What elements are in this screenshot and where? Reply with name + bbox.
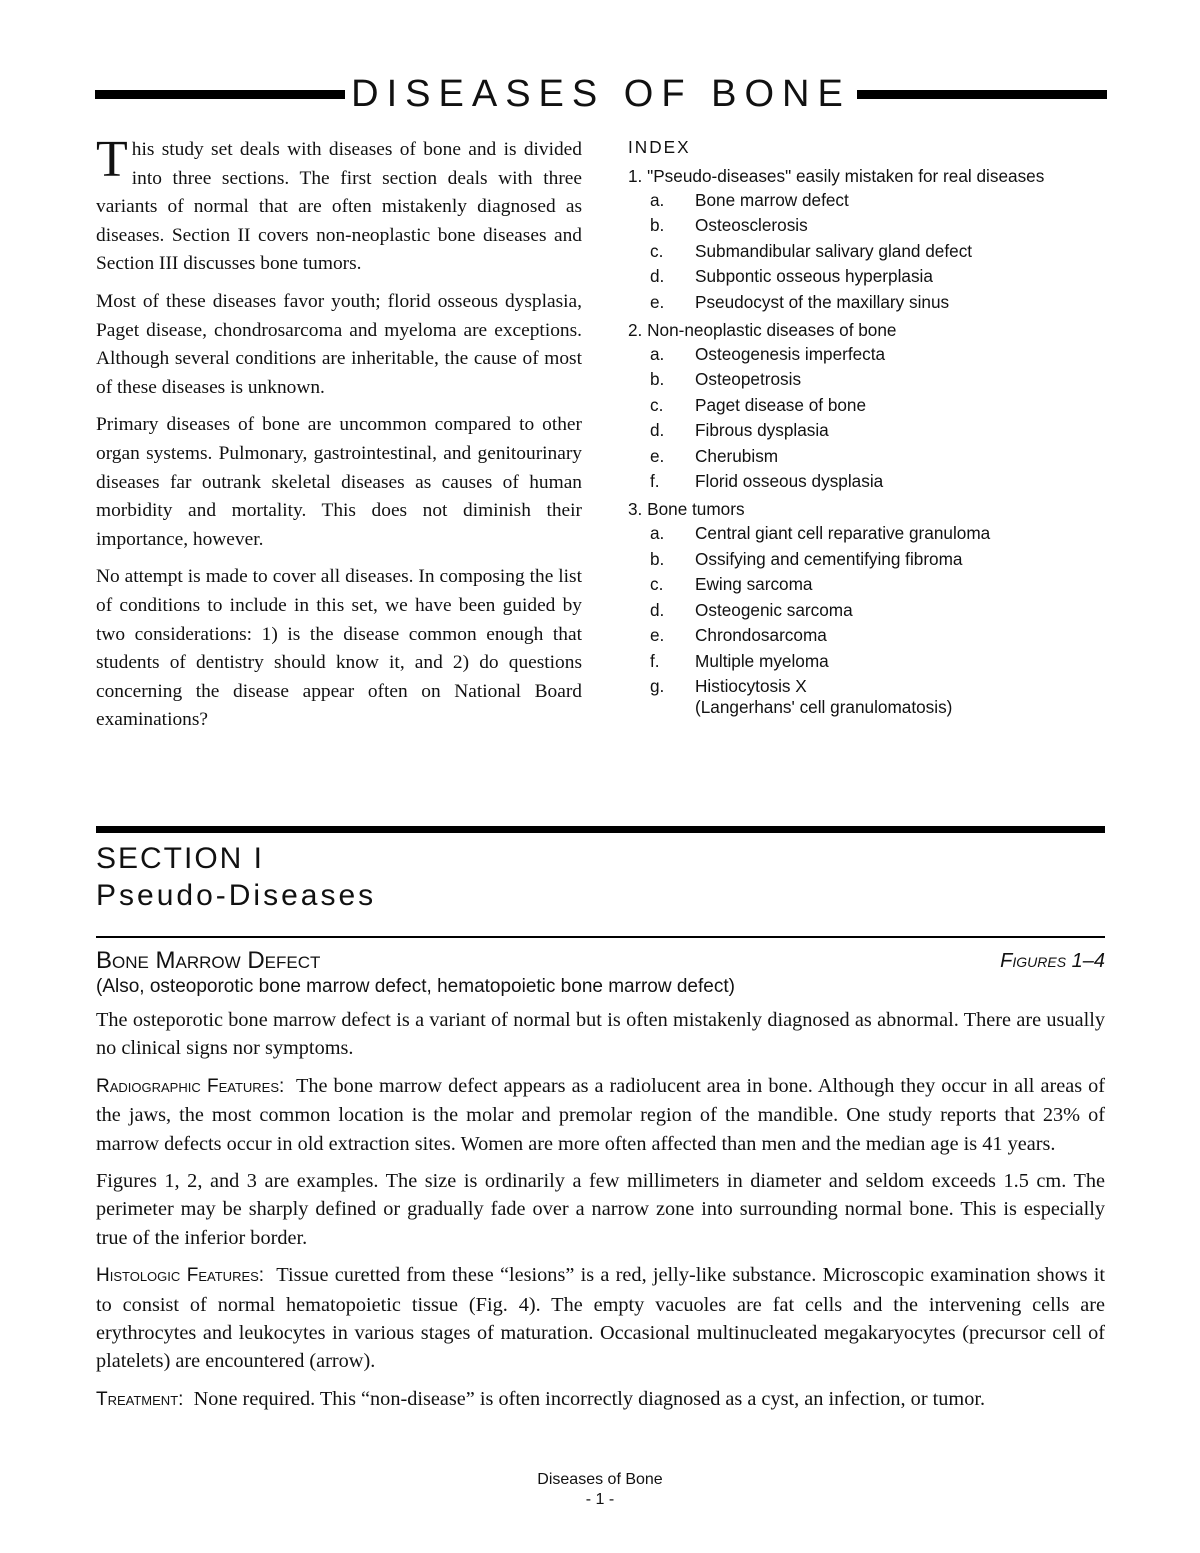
topic-body (96, 1006, 1105, 1423)
footer-title: Diseases of Bone (537, 1471, 663, 1488)
page-number: - 1 - (585, 1491, 615, 1508)
treatment-label: Treatment: (96, 1388, 184, 1410)
title-rule-right (857, 90, 1107, 99)
index-item-text: Osteogenesis imperfecta (695, 344, 886, 365)
index-item-letter: d. (650, 420, 665, 441)
treatment-text: None required. This “non-disease” is often incorrectly diagnosed as a cyst, an infection, or tumor. (193, 1387, 986, 1410)
index-item-text: Ossifying and cementifying fibroma (695, 548, 963, 569)
index-item-letter: c. (650, 574, 664, 595)
index-item-text: Cherubism (695, 445, 779, 466)
index-item-letter: c. (650, 240, 664, 261)
index-item (628, 188, 1118, 213)
page-footer (0, 1470, 1200, 1510)
index-item-text: Bone marrow defect (695, 190, 849, 210)
index-item-letter: b. (650, 215, 665, 236)
index-item (628, 572, 1118, 597)
index-item-letter: b. (650, 369, 665, 390)
intro-paragraph-3: Primary diseases of bone are uncommon compared to other organ systems. Pulmonary, gastrointestinal, and genitourinary diseases far outrank skeletal diseases as causes of human morbidity and mortality. This does not diminish their importance, however. (96, 414, 582, 550)
index-item-text: Ewing sarcoma (695, 574, 813, 595)
drop-cap: T (96, 131, 128, 188)
index-heading: INDEX (628, 137, 691, 157)
index-group (628, 318, 1118, 494)
index-item (628, 367, 1118, 392)
index-item-letter: a. (650, 523, 665, 544)
index-item (628, 547, 1118, 572)
index-item-letter: a. (650, 190, 665, 210)
histologic-text: Tissue curetted from these “lesions” is a red, jelly-like substance. Microscopic examination shows it to consist of normal hematopoietic tissue (Fig. 4). The empty vacuoles are fat cells and the intervening cells are erythrocytes and leukocytes in various stages of maturation. Occasional multinucleated megakaryocytes (precursor cell of platelets) are encountered (arrow). (96, 1264, 1105, 1373)
index-item (628, 239, 1118, 264)
index-item-text: Submandibular salivary gland defect (695, 240, 973, 261)
index-group (628, 497, 1118, 717)
intro-paragraph-4: No attempt is made to cover all diseases. In composing the list of conditions to include in this set, we have been guided by two considerations: 1) is the disease common enough that students of dentistry should know it, and 2) do questions concerning the disease appear often on National Board examinations? (96, 566, 582, 731)
index-item (628, 393, 1118, 418)
topic-divider (96, 936, 1105, 938)
index-item-text: Subpontic osseous hyperplasia (695, 266, 933, 287)
index-item (628, 649, 1118, 674)
index-item (628, 598, 1118, 623)
index-item (628, 469, 1118, 494)
index-item-text: Osteosclerosis (695, 215, 808, 236)
index-item-letter: b. (650, 548, 665, 569)
index-item-text: Fibrous dysplasia (695, 420, 829, 441)
radiographic-text: The bone marrow defect appears as a radiolucent area in bone. Although they occur in all areas of the jaws, the most common location is the molar and premolar region of the mandible. One study reports that 23% of marrow defects occur in old extraction sites. Women are more often affected than men and the median age is 41 years. (96, 1074, 1106, 1155)
section-number: SECTION I (96, 842, 265, 875)
index-item-subtext: (Langerhans' cell granulomatosis) (695, 697, 953, 718)
index-item (628, 623, 1118, 648)
index-item-letter: e. (650, 291, 665, 312)
intro-paragraph-2: Most of these diseases favor youth; florid osseous dysplasia, Paget disease, chondrosarcoma and myeloma are exceptions. Although several conditions are inheritable, the cause of most of these diseases is unknown. (96, 290, 582, 398)
index-item-letter: a. (650, 344, 665, 365)
topic-figures-ref: Figures 1–4 (1000, 950, 1105, 972)
index-item (628, 290, 1118, 315)
index-item-letter: f. (650, 471, 660, 492)
index-item (628, 264, 1118, 289)
document-title: DISEASES OF BONE (345, 74, 857, 114)
index-item-text: Florid osseous dysplasia (695, 471, 884, 492)
topic-heading (96, 946, 1105, 976)
index-item (628, 674, 1118, 717)
index-item-letter: c. (650, 394, 664, 415)
index-item-letter: f. (650, 650, 660, 671)
index-item-text: Histiocytosis X (695, 675, 807, 696)
index-item-text: Paget disease of bone (695, 394, 867, 415)
intro-column (96, 131, 582, 744)
index-item (628, 213, 1118, 238)
treatment-paragraph (96, 1385, 1105, 1414)
index-item-letter: e. (650, 445, 665, 466)
index-item-text: Pseudocyst of the maxillary sinus (695, 291, 950, 312)
intro-paragraph-1 (96, 131, 582, 279)
index-item-text: Multiple myeloma (695, 650, 829, 671)
index-item-text-wrap (695, 674, 952, 717)
index-item-letter: g. (650, 675, 665, 696)
index-group-title: 2. Non-neoplastic diseases of bone (628, 320, 897, 341)
index-group (628, 164, 1118, 315)
title-bar (95, 73, 1107, 115)
section-heading (96, 840, 376, 914)
index-item-letter: d. (650, 266, 665, 287)
figures-paragraph: Figures 1, 2, and 3 are examples. The size is ordinarily a few millimeters in diameter and seldom exceeds 1.5 cm. The perimeter may be sharply defined or gradually fade over a narrow zone into surrounding normal bone. This is especially true of the inferior border. (96, 1170, 1105, 1249)
index-group-title: 3. Bone tumors (628, 499, 745, 520)
topic-intro: The osteporotic bone marrow defect is a variant of normal but is often mistakenly diagnosed as abnormal. There are usually no clinical signs nor symptoms. (96, 1009, 1105, 1060)
index-item-letter: d. (650, 599, 665, 620)
index-group-title: 1. "Pseudo-diseases" easily mistaken for real diseases (628, 166, 1045, 186)
index-item (628, 521, 1118, 546)
radiographic-paragraph (96, 1072, 1105, 1158)
index-item (628, 342, 1118, 367)
intro-paragraph-1-text: his study set deals with diseases of bone and is divided into three sections. The first section deals with three variants of normal that are often mistakenly diagnosed as diseases. Section II covers non-neoplastic bone diseases and Section III discusses bone tumors. (96, 139, 582, 275)
topic-title: Bone Marrow Defect (96, 947, 321, 974)
index-item-letter: e. (650, 625, 665, 646)
index-item-text: Osteogenic sarcoma (695, 599, 853, 620)
index-item-text: Osteopetrosis (695, 369, 802, 390)
histologic-label: Histologic Features: (96, 1265, 265, 1287)
radiographic-label: Radiographic Features: (96, 1075, 285, 1097)
title-rule-left (95, 90, 345, 99)
index-column (628, 136, 1118, 717)
histologic-paragraph (96, 1261, 1105, 1376)
index-item (628, 418, 1118, 443)
section-name: Pseudo-Diseases (96, 879, 377, 912)
index-item-text: Central giant cell reparative granuloma (695, 523, 991, 544)
topic-aliases: (Also, osteoporotic bone marrow defect, hematopoietic bone marrow defect) (96, 976, 735, 997)
index-item-text: Chrondosarcoma (695, 625, 827, 646)
index-item (628, 444, 1118, 469)
section-divider (96, 826, 1105, 833)
